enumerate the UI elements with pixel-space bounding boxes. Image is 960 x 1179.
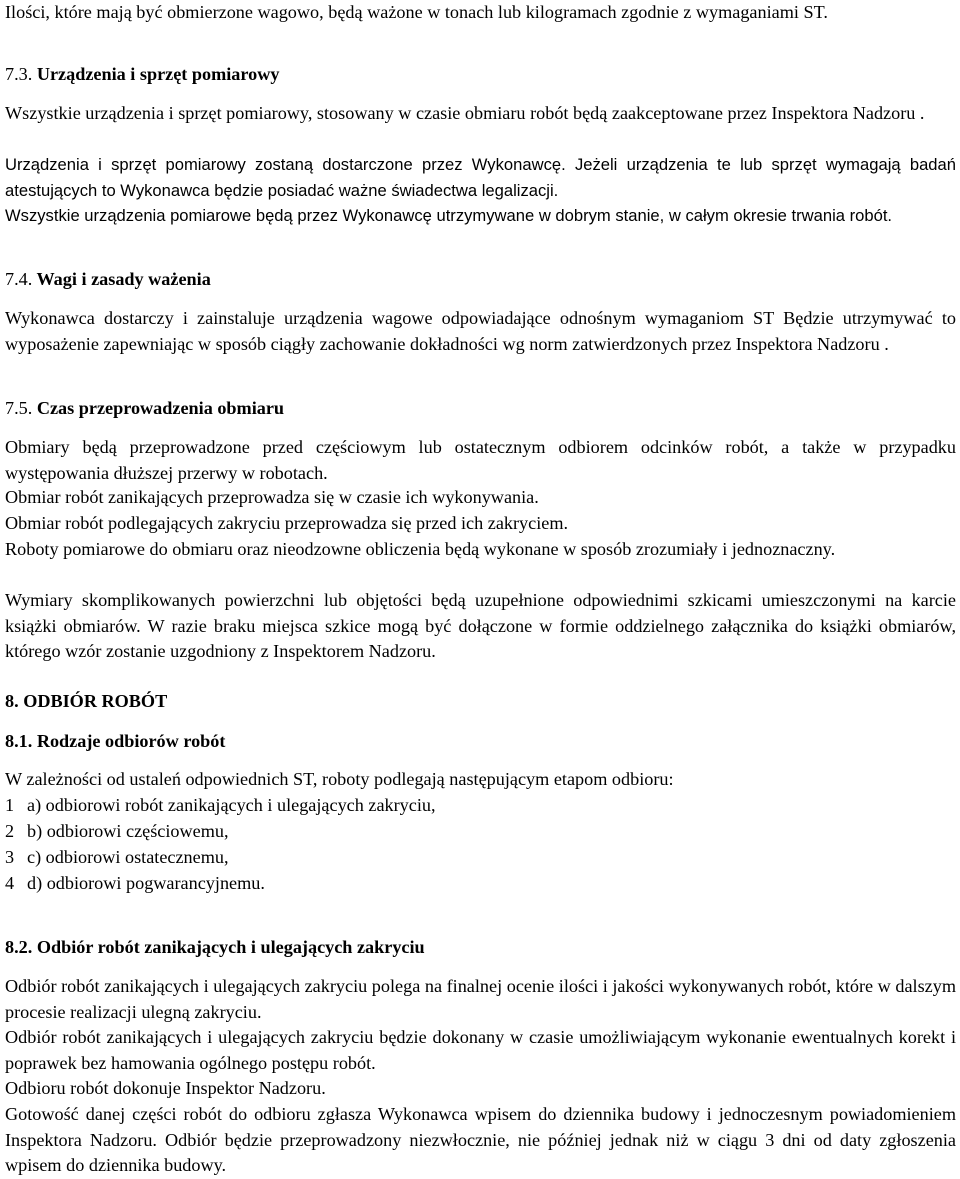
paragraph: Odbiór robót zanikających i ulegających zakryciu polega na finalnej ocenie ilości i jakości wykonywanych robót, które w dalszym procesie realizacji ulegną zakryciu. — [5, 976, 956, 1022]
paragraph: Urządzenia i sprzęt pomiarowy zostaną dostarczone przez Wykonawcę. Jeżeli urządzenia te lub sprzęt wymagają badań atestujących to Wykonawca będzie posiadać ważne świadectwa legalizacji. — [5, 155, 956, 200]
list-number: 1 — [5, 795, 15, 815]
list-item — [5, 793, 956, 819]
paragraph: Wszystkie urządzenia i sprzęt pomiarowy, stosowany w czasie obmiaru robót będą zaakceptowane przez Inspektora Nadzoru . — [5, 103, 925, 123]
section-number: 7.4. — [5, 269, 33, 289]
list-text: c) odbiorowi ostatecznemu, — [27, 847, 229, 867]
paragraph: Wymiary skomplikowanych powierzchni lub objętości będą uzupełnione odpowiednimi szkicami umieszczonymi na karcie książki obmiarów. W razie braku miejsca szkice mogą być dołączone w formie oddzielnego załącznika do książki obmiarów, którego wzór zostanie uzgodniony z Inspektorem Nadzoru. — [5, 590, 956, 662]
section-number: 7.5. — [5, 398, 33, 418]
section-title: Urządzenia i sprzęt pomiarowy — [36, 64, 280, 84]
list-number: 2 — [5, 821, 15, 841]
section-title: Rodzaje odbiorów robót — [36, 731, 226, 751]
list-text: a) odbiorowi robót zanikających i ulegających zakryciu, — [27, 795, 436, 815]
paragraph: Odbioru robót dokonuje Inspektor Nadzoru. — [5, 1078, 326, 1098]
section-title: Czas przeprowadzenia obmiaru — [36, 398, 285, 418]
list-item — [5, 871, 956, 897]
paragraph: Obmiar robót podlegających zakryciu przeprowadza się przed ich zakryciem. — [5, 513, 569, 533]
section-8-1-heading — [5, 729, 956, 755]
list-item — [5, 819, 956, 845]
intro-paragraph: Ilości, które mają być obmierzone wagowo, będą ważone w tonach lub kilogramach zgodnie z wymaganiami ST. — [5, 2, 828, 22]
paragraph: W zależności od ustaleń odpowiednich ST, roboty podlegają następującym etapom odbioru: — [5, 769, 674, 789]
list-text: d) odbiorowi pogwarancyjnemu. — [27, 873, 265, 893]
paragraph: Wszystkie urządzenia pomiarowe będą przez Wykonawcę utrzymywane w dobrym stanie, w całym okresie trwania robót. — [5, 206, 893, 225]
list-text: b) odbiorowi częściowemu, — [27, 821, 229, 841]
section-title: Odbiór robót zanikających i ulegających zakryciu — [36, 937, 425, 957]
paragraph: Obmiary będą przeprowadzone przed częściowym lub ostatecznym odbiorem odcinków robót, a także w przypadku występowania dłuższej przerwy w robotach. — [5, 437, 956, 483]
section-number: 7.3. — [5, 64, 33, 84]
paragraph: Gotowość danej części robót do odbioru zgłasza Wykonawca wpisem do dziennika budowy i jednoczesnym powiadomieniem Inspektora Nadzoru. Odbiór będzie przeprowadzony niezwłocznie, nie później jednak niż w ciągu 3 dni od daty zgłoszenia wpisem do dziennika budowy. — [5, 1104, 956, 1176]
list-item — [5, 845, 956, 871]
list-number: 4 — [5, 873, 15, 893]
paragraph: Wykonawca dostarczy i zainstaluje urządzenia wagowe odpowiadające odnośnym wymaganiom ST Będzie utrzymywać to wyposażenie zapewniając w sposób ciągły zachowanie dokładności wg norm zatwierdzonych przez Inspektora Nadzoru . — [5, 308, 956, 354]
paragraph: Roboty pomiarowe do obmiaru oraz nieodzowne obliczenia będą wykonane w sposób zrozumiały i jednoznaczny. — [5, 539, 836, 559]
section-7-3-heading — [5, 62, 956, 88]
section-8-heading: 8. ODBIÓR ROBÓT — [5, 691, 168, 711]
section-8-2-heading — [5, 935, 956, 961]
section-number: 8.1. — [5, 731, 33, 751]
section-number: 8.2. — [5, 937, 33, 957]
paragraph: Odbiór robót zanikających i ulegających zakryciu będzie dokonany w czasie umożliwiającym wykonanie ewentualnych korekt i poprawek bez hamowania ogólnego postępu robót. — [5, 1027, 956, 1073]
section-7-5-heading — [5, 396, 956, 422]
section-7-4-heading — [5, 267, 956, 293]
section-title: Wagi i zasady ważenia — [36, 269, 211, 289]
list-number: 3 — [5, 847, 15, 867]
paragraph: Obmiar robót zanikających przeprowadza się w czasie ich wykonywania. — [5, 487, 539, 507]
